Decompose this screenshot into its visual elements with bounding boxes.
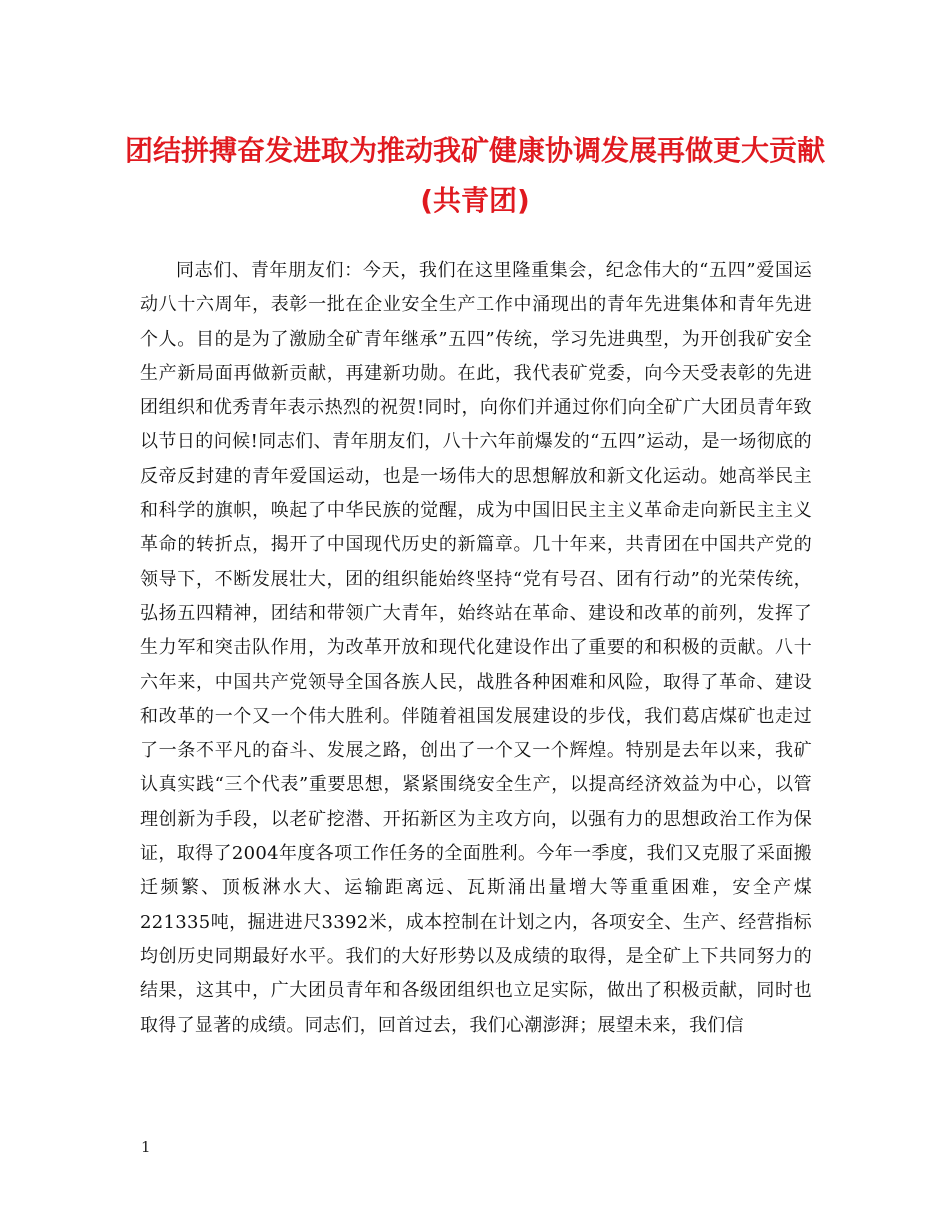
body-paragraph: 同志们、青年朋友们：今天，我们在这里隆重集会，纪念伟大的“五四”爱国运动八十六周年，表彰一批在企业安全生产工作中涌现出的青年先进集体和青年先进个人。目的是为了激励全矿青年继承”五四”传统，学习先进典型，为开创我矿安全生产新局面再做新贡献，再建新功勋。在此，我代表矿党委，向今天受表彰的先进团组织和优秀青年表示热烈的祝贺!同时，向你们并通过你们向全矿广大团员青年致以节日的问候!同志们、青年朋友们，八十六年前爆发的“五四”运动，是一场彻底的反帝反封建的青年爱国运动，也是一场伟大的思想解放和新文化运动。她高举民主和科学的旗帜，唤起了中华民族的觉醒，成为中国旧民主主义革命走向新民主主义革命的转折点，揭开了中国现代历史的新篇章。几十年来，共青团在中国共产党的领导下，不断发展壮大，团的组织能始终坚持“党有号召、团有行动”的光荣传统，弘扬五四精神，团结和带领广大青年，始终站在革命、建设和改革的前列，发挥了生力军和突击队作用，为改革开放和现代化建设作出了重要的和积极的贡献。八十六年来，中国共产党领导全国各族人民，战胜各种困难和风险，取得了革命、建设和改革的一个又一个伟大胜利。伴随着祖国发展建设的步伐，我们葛店煤矿也走过了一条不平凡的奋斗、发展之路，创出了一个又一个辉煌。特别是去年以来，我矿认真实践“三个代表”重要思想，紧紧围绕安全生产，以提高经济效益为中心，以管理创新为手段，以老矿挖潜、开拓新区为主攻方向，以强有力的思想政治工作为保证，取得了2004年度各项工作任务的全面胜利。今年一季度，我们又克服了采面搬迁频繁、顶板淋水大、运输距离远、瓦斯涌出量增大等重重困难，安全产煤221335吨，掘进进尺3392米，成本控制在计划之内，各项安全、生产、经营指标均创历史同期最好水平。我们的大好形势以及成绩的取得，是全矿上下共同努力的结果，这其中，广大团员青年和各级团组织也立足实际，做出了积极贡献，同时也取得了显著的成绩。同志们，回首过去，我们心潮澎湃；展望未来，我们信	[140, 260, 812, 1036]
page-number: 1	[141, 1138, 151, 1156]
document-title: 团结拼搏奋发进取为推动我矿健康协调发展再做更大贡献(共青团)	[124, 134, 825, 217]
